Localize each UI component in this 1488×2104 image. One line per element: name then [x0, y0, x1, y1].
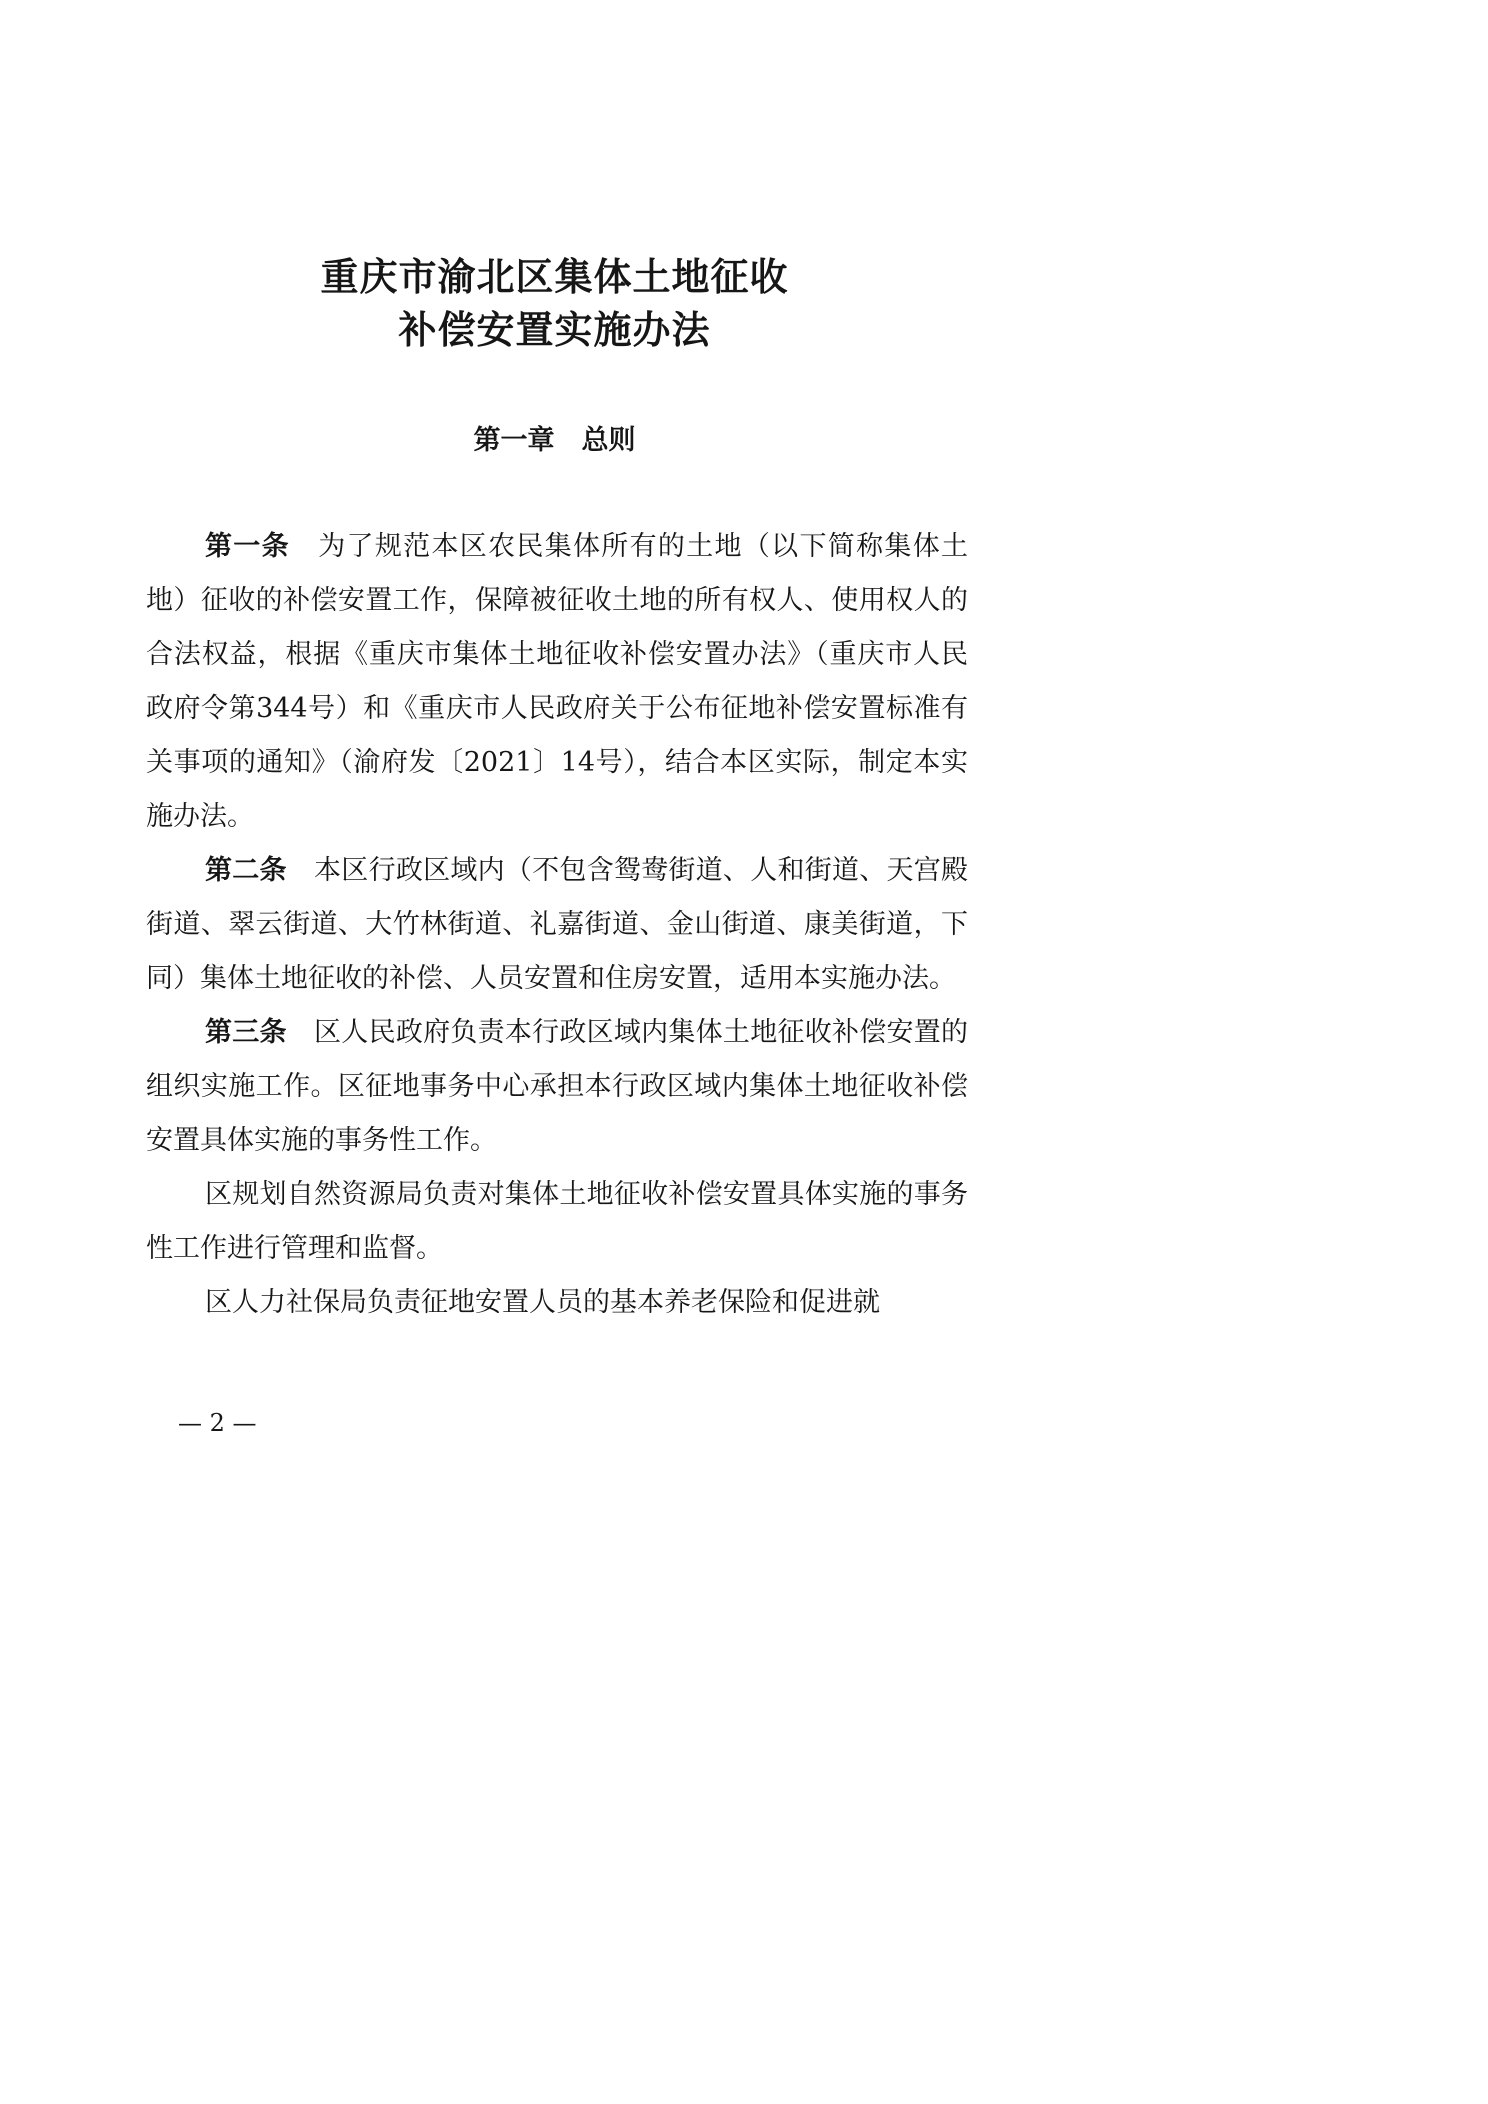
paragraph-text: 区规划自然资源局负责对集体土地征收补偿安置具体实施的事务性工作进行管理和监督。 — [146, 1179, 968, 1264]
article-2 — [146, 844, 968, 1006]
chapter-heading: 第一章 总则 — [473, 425, 636, 456]
document-body — [146, 520, 968, 1330]
article-text: 为了规范本区农民集体所有的土地（以下简称集体土地）征收的补偿安置工作，保障被征收土地的所有权人、使用权人的合法权益，根据《重庆市集体土地征收补偿安置办法》（重庆市人民政府令第344号）和《重庆市人民政府关于公布征地补偿安置标准有关事项的通知》（渝府发〔2021〕14号），结合本区实际，制定本实施办法。 — [146, 531, 969, 832]
article-3-paragraph-2 — [146, 1168, 968, 1276]
document-title-line-1: 重庆市渝北区集体土地征收 — [320, 255, 789, 299]
article-1 — [146, 520, 968, 844]
article-3-paragraph-3 — [146, 1276, 968, 1330]
paragraph-text: 区人力社保局负责征地安置人员的基本养老保险和促进就 — [205, 1287, 880, 1318]
article-text: 区人民政府负责本行政区域内集体土地征收补偿安置的组织实施工作。区征地事务中心承担本行政区域内集体土地征收补偿安置具体实施的事务性工作。 — [146, 1017, 969, 1156]
article-3 — [146, 1006, 968, 1168]
document-title-line-2: 补偿安置实施办法 — [398, 308, 711, 352]
article-heading: 第三条 — [205, 1017, 315, 1048]
page-number: — 2 — — [178, 1409, 257, 1437]
article-heading: 第一条 — [205, 531, 319, 562]
article-heading: 第二条 — [205, 855, 315, 886]
article-text: 本区行政区域内（不包含鸳鸯街道、人和街道、天宫殿街道、翠云街道、大竹林街道、礼嘉街道、金山街道、康美街道，下同）集体土地征收的补偿、人员安置和住房安置，适用本实施办法。 — [146, 855, 969, 994]
